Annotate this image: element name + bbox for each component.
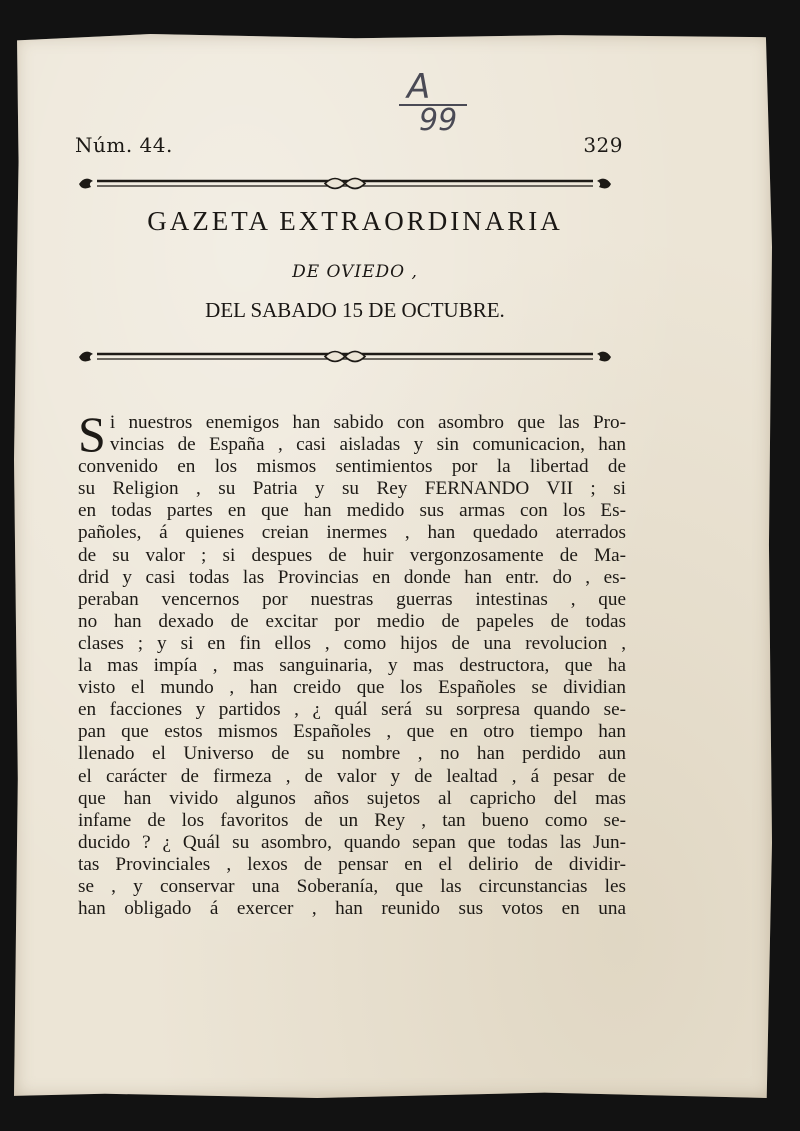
- article-body: [78, 406, 626, 920]
- ornamental-rule-bottom: [75, 347, 615, 367]
- article-line: se , y conservar una Soberanía, que las circunstancias les: [78, 875, 626, 897]
- article-line: visto el mundo , han creido que los Españoles se dividian: [78, 677, 626, 699]
- article-line: en facciones y partidos , ¿ quál será su sorpresa quando se-: [78, 699, 626, 721]
- newspaper-title: GAZETA EXTRAORDINARIA: [147, 206, 563, 236]
- ornamental-rule-top: [75, 174, 615, 194]
- article-line: han obligado á exercer , han reunido sus votos en una: [78, 898, 626, 920]
- article-line: llenado el Universo de su nombre , no han perdido aun: [78, 743, 626, 765]
- annotation-number: 99: [399, 104, 467, 136]
- article-line: el carácter de firmeza , de valor y de lealtad , á pesar de: [78, 765, 626, 787]
- article-line: convenido en los mismos sentimientos por la libertad de: [78, 456, 626, 478]
- article-line: pañoles, á quienes creian inermes , han quedado aterrados: [78, 522, 626, 544]
- article-line: de su valor ; si despues de huir vergonzosamente de Ma-: [78, 544, 626, 566]
- article-line: infame de los favoritos de un Rey , tan bueno como se-: [78, 809, 626, 831]
- page-header: [75, 133, 623, 157]
- article-line: drid y casi todas las Provincias en donde han entr. do , es-: [78, 566, 626, 588]
- article-line: tas Provinciales , lexos de pensar en el delirio de dividir-: [78, 853, 626, 875]
- article-line: vincias de España , casi aisladas y sin comunicacion, han: [109, 434, 626, 456]
- article-line: clases ; y si en fin ellos , como hijos de una revolucion ,: [78, 632, 626, 654]
- drop-cap: S: [78, 406, 106, 462]
- issue-number: Núm. 44.: [75, 133, 173, 157]
- issue-dateline: DEL SABADO 15 DE OCTUBRE.: [205, 298, 505, 322]
- article-line: peraban vencernos por nuestras guerras intestinas , que: [78, 588, 626, 610]
- article-line: su Religion , su Patria y su Rey FERNANDO VII ; si: [78, 478, 626, 500]
- article-line: en todas partes en que han medido sus armas con los Es-: [78, 500, 626, 522]
- article-line: ducido ? ¿ Quál su asombro, quando sepan que todas las Jun-: [78, 831, 626, 853]
- article-line: pan que estos mismos Españoles , que en otro tiempo han: [78, 721, 626, 743]
- article-line: i nuestros enemigos han sabido con asombro que las Pro-: [109, 412, 626, 433]
- annotation-letter: A: [407, 67, 431, 107]
- article-line: que han vivido algunos años sujetos al capricho del mas: [78, 787, 626, 809]
- page-number: 329: [583, 133, 623, 157]
- handwritten-annotation: [395, 67, 465, 138]
- article-line: la mas impía , mas sanguinaria, y mas destructora, que ha: [78, 655, 626, 677]
- newspaper-subtitle: DE OVIEDO ,: [292, 262, 418, 282]
- article-line: no han dexado de excitar por medio de papeles de todas: [78, 610, 626, 632]
